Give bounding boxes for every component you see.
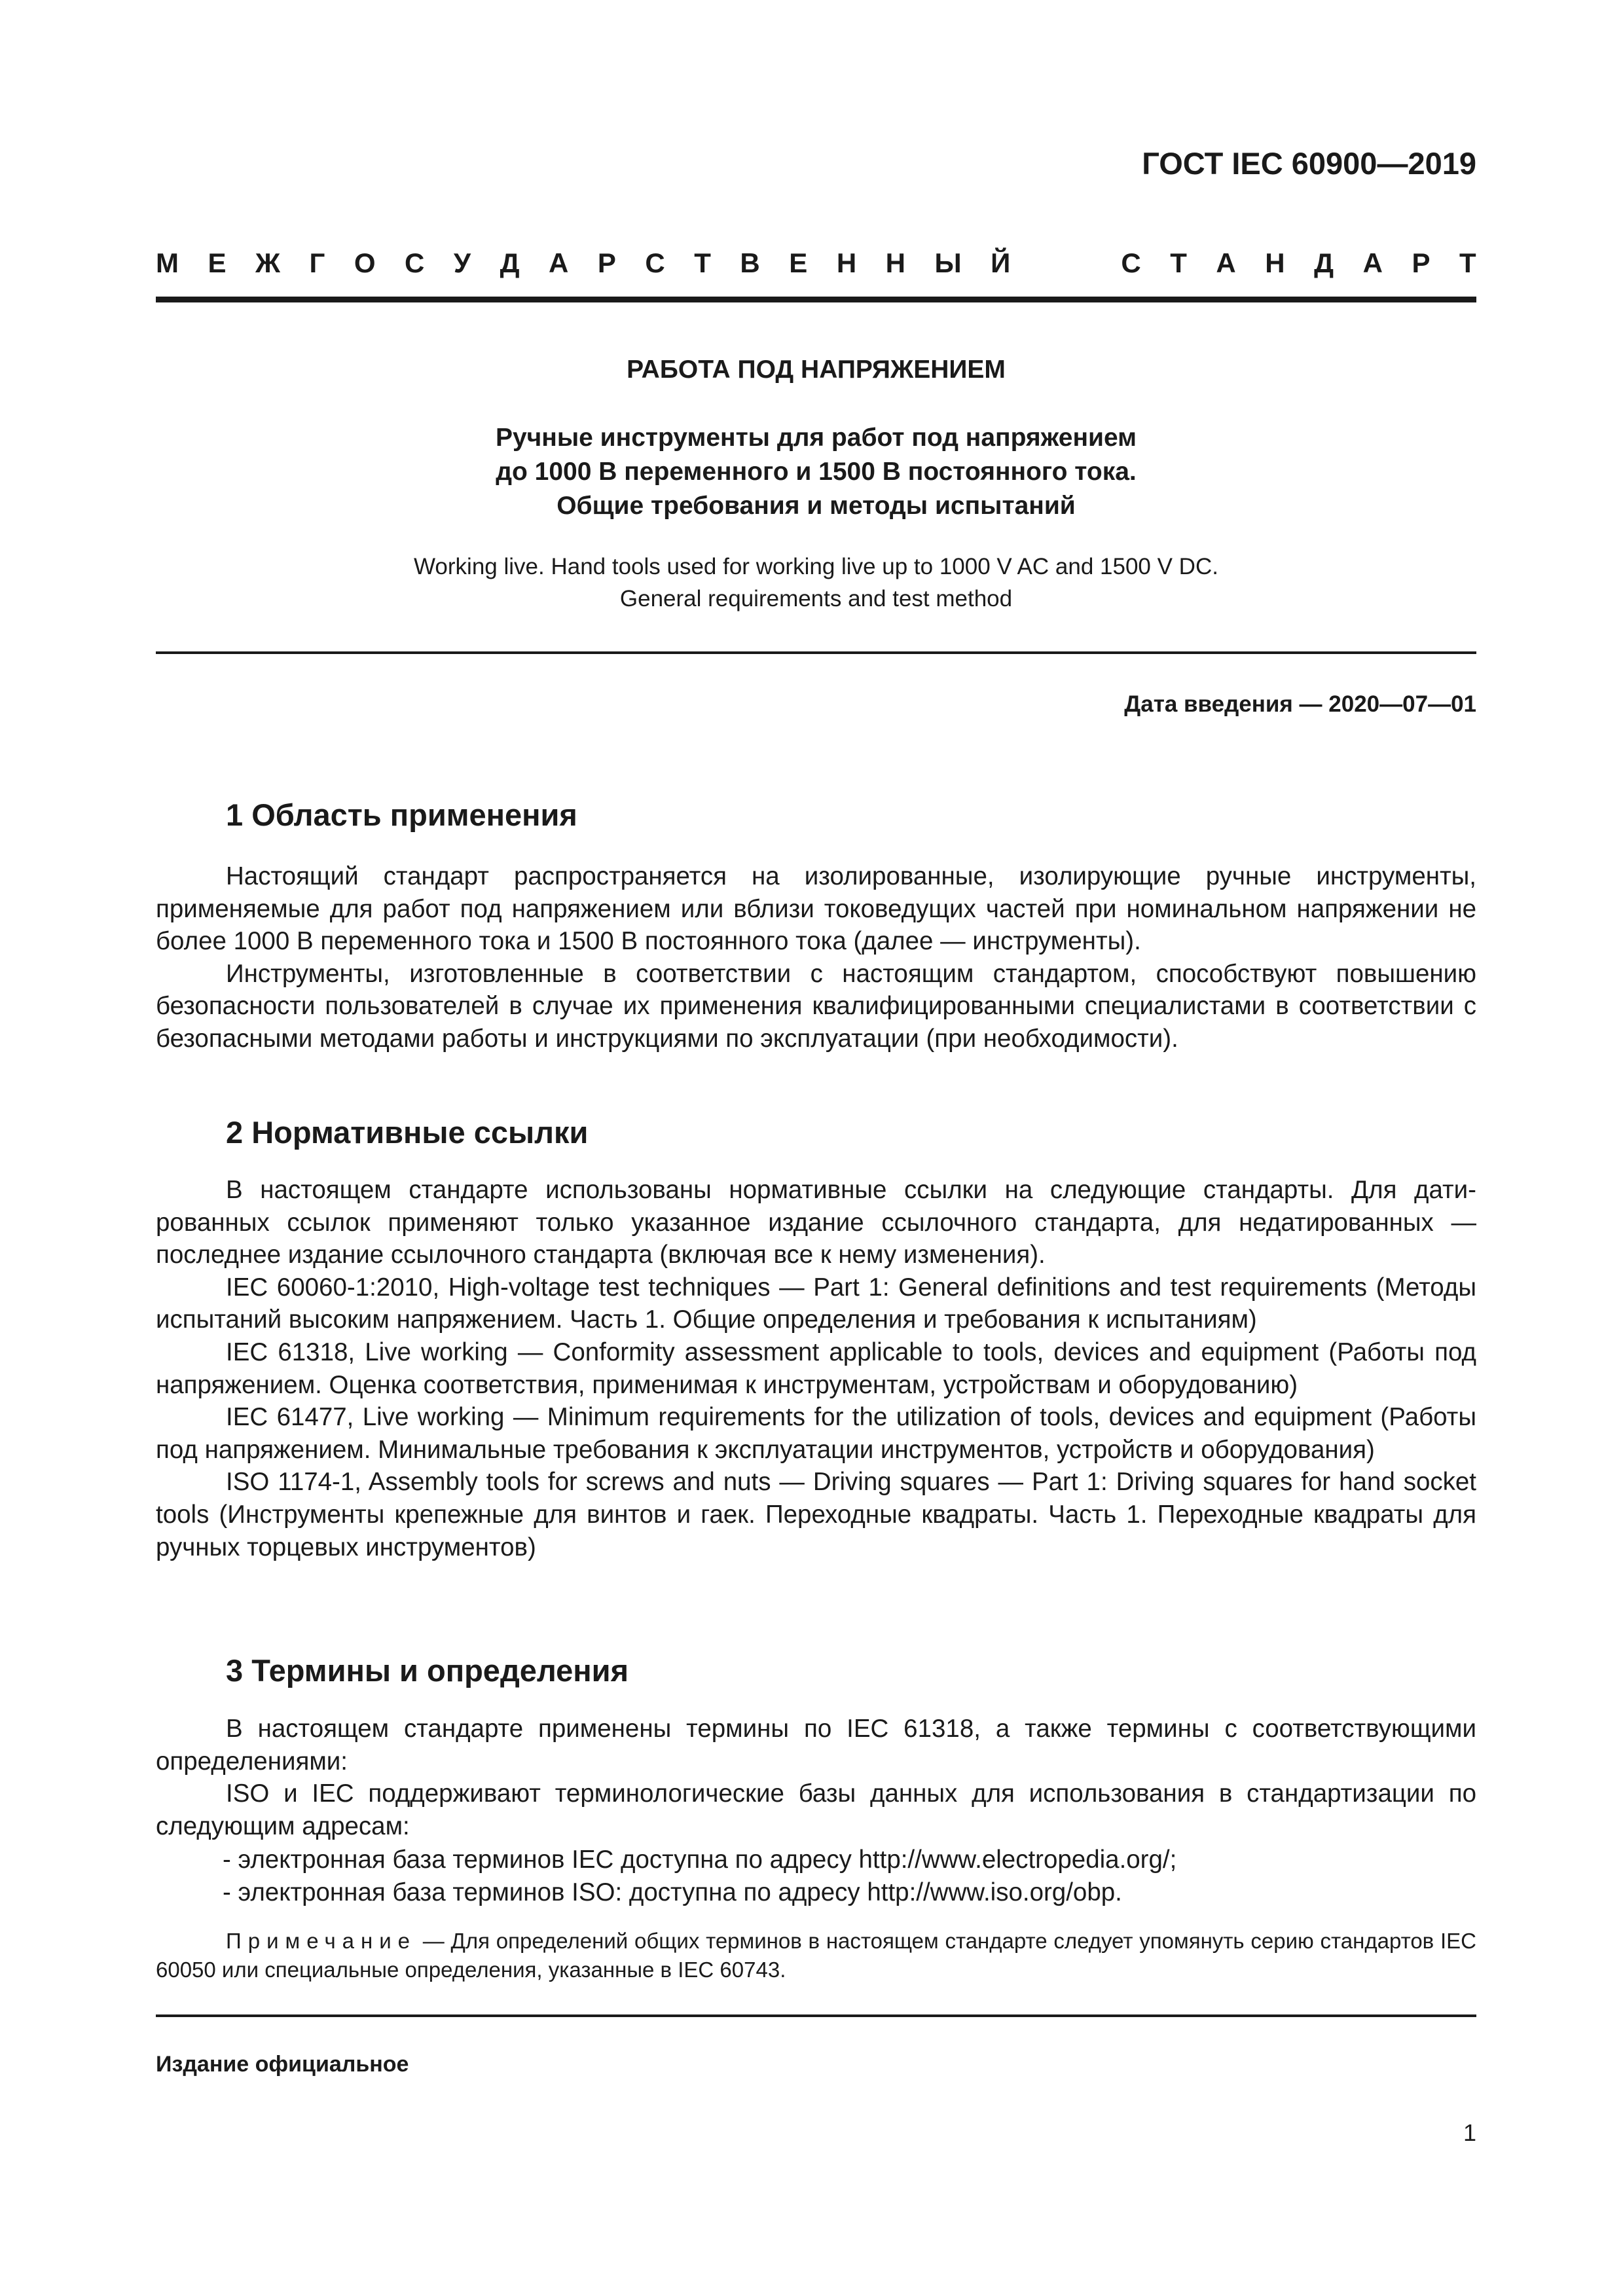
banner-letter: Т xyxy=(1459,247,1476,278)
paragraph: В настоящем стандарте применены термины по IEC 61318, а также термины с соответствующими определениями: xyxy=(156,1715,1476,1776)
banner-letter: С xyxy=(1121,247,1141,278)
paragraph: Инструменты, изготовленные в соответствии с настоящим стандартом, способствуют повышению безопасности пользователей в случае их применения квалифицированными специалистами в соответствии с безопасными методами работы и инструкциями по эксплуатации (при необходимости). xyxy=(156,959,1476,1053)
note-paragraph xyxy=(156,1927,1476,1984)
paragraph: Настоящий стандарт распространяется на изолированные, изолирующие ручные инструменты, применяемые для работ под напряжением или вблизи токоведущих частей при номинальном напряжении не более 1000 В переменного тока и 1500 В постоянного тока (далее — инструменты). xyxy=(156,862,1476,956)
banner-letter: А xyxy=(1362,247,1383,278)
section-1-body xyxy=(156,860,1476,1055)
banner-letter: С xyxy=(645,247,665,278)
banner-letter: А xyxy=(549,247,569,278)
section-2-body xyxy=(156,1174,1476,1563)
banner-letter: Н xyxy=(836,247,857,278)
banner-letter: Ж xyxy=(255,247,281,278)
bullet-item: - электронная база терминов IEC доступна по адресу http://www.electropedia.org/; xyxy=(223,1846,1177,1874)
reference-entry: IEC 61477, Live working — Minimum requirements for the utilization of tools, devices and equipment (Работы под напряжением. Минимальные требования к эксплуатации инструментов, устройств и оборудования) xyxy=(156,1403,1476,1464)
paragraph: В настоящем стандарте использованы нормативные ссылки на следующие стандарты. Для датированных ссылок применяют только указанное издание ссылочного стандарта, для недатированных — последнее издание ссылочного стандарта (включая все к нему изменения). xyxy=(156,1176,1476,1269)
banner-letter: Г xyxy=(309,247,325,278)
official-edition-label: Издание официальное xyxy=(156,2052,409,2077)
note-text: — Для определений общих терминов в настоящем стандарте следует упомянуть серию стандартов IEC 60050 или специальные определения, указанные в IEC 60743. xyxy=(156,1929,1476,1982)
banner-letter: С xyxy=(405,247,425,278)
section-3-body xyxy=(156,1713,1476,1842)
banner-letter: Й xyxy=(991,247,1011,278)
reference-entry: IEC 61318, Live working — Conformity assessment applicable to tools, devices and equipment (Работы под напряжением. Оценка соответствия, применимая к инструментам, устройствам и оборудованию) xyxy=(156,1338,1476,1399)
document-code: ГОСТ IEC 60900—2019 xyxy=(1142,146,1476,181)
banner-letter: Н xyxy=(1265,247,1285,278)
section-2-heading: 2 Нормативные ссылки xyxy=(226,1115,589,1150)
banner-letter: Ы xyxy=(934,247,962,278)
banner-letter: Р xyxy=(597,247,616,278)
banner-letter: Р xyxy=(1412,247,1431,278)
reference-entry: IEC 60060-1:2010, High-voltage test techniques — Part 1: General definitions and test requirements (Методы испытаний высоким напряжением. Часть 1. Общие определения и требования к испытаниям) xyxy=(156,1273,1476,1334)
bullet-item: - электронная база терминов ISO: доступна по адресу http://www.iso.org/obp. xyxy=(223,1878,1122,1906)
paragraph: ISO и IEC поддерживают терминологические базы данных для использования в стандартизации по следующим адресам: xyxy=(156,1779,1476,1840)
english-title-block xyxy=(156,551,1476,615)
banner-letter: Д xyxy=(1314,247,1334,278)
banner-letter: Е xyxy=(789,247,808,278)
subtitle-line: до 1000 В переменного и 1500 В постоянного тока. xyxy=(496,458,1137,486)
banner-letter: Н xyxy=(885,247,906,278)
banner-letter: Д xyxy=(500,247,520,278)
main-title: РАБОТА ПОД НАПРЯЖЕНИЕМ xyxy=(627,355,1006,384)
page-number: 1 xyxy=(1463,2119,1476,2146)
banner-letter: Т xyxy=(694,247,711,278)
banner-letter: Е xyxy=(208,247,227,278)
banner-letter: Т xyxy=(1170,247,1187,278)
banner-letter: О xyxy=(354,247,376,278)
header-divider xyxy=(156,297,1476,302)
note-label: Примечание xyxy=(226,1929,417,1953)
section-3-heading: 3 Термины и определения xyxy=(226,1653,629,1688)
footer-divider xyxy=(156,2014,1476,2017)
note xyxy=(156,1927,1476,1984)
reference-entry: ISO 1174-1, Assembly tools for screws and nuts — Driving squares — Part 1: Driving squares for hand socket tools (Инструменты крепежные для винтов и гаек. Переходные квадраты. Часть 1. Переходные квадраты для ручных торцевых инструментов) xyxy=(156,1468,1476,1561)
section-1-heading: 1 Область применения xyxy=(226,797,577,832)
banner-letter: М xyxy=(156,247,179,278)
english-title-line: Working live. Hand tools used for working live up to 1000 V AC and 1500 V DC. xyxy=(414,554,1218,579)
subtitle-line: Общие требования и методы испытаний xyxy=(556,492,1076,520)
subtitle-line: Ручные инструменты для работ под напряжением xyxy=(495,424,1137,452)
introduction-date: Дата введения — 2020—07—01 xyxy=(1124,691,1476,717)
banner-letter: У xyxy=(453,247,471,278)
subtitle-block xyxy=(156,421,1476,523)
english-title-line: General requirements and test method xyxy=(619,586,1013,611)
standard-banner xyxy=(156,247,1476,279)
banner-letter: В xyxy=(740,247,760,278)
title-divider xyxy=(156,651,1476,654)
banner-letter: А xyxy=(1216,247,1236,278)
